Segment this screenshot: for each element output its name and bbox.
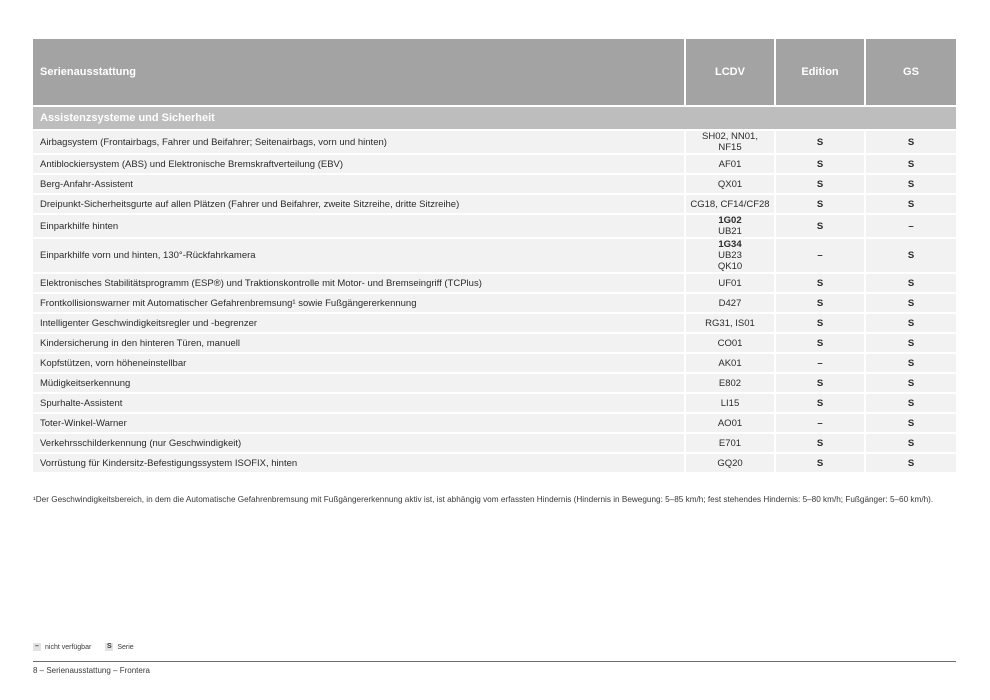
legend-not-available-symbol: – bbox=[33, 643, 41, 651]
legend-not-available-label: nicht verfügbar bbox=[45, 643, 92, 651]
lcdv-code-cell bbox=[686, 392, 776, 412]
legend-standard-label: Serie bbox=[117, 643, 134, 651]
gs-availability: S bbox=[866, 312, 956, 332]
equipment-name: Kindersicherung in den hinteren Türen, manuell bbox=[33, 332, 686, 352]
table-row bbox=[33, 312, 956, 332]
edition-availability: S bbox=[776, 332, 866, 352]
equipment-name: Toter-Winkel-Warner bbox=[33, 412, 686, 432]
gs-availability: S bbox=[866, 153, 956, 173]
gs-availability: S bbox=[866, 372, 956, 392]
lcdv-code: E802 bbox=[718, 377, 742, 389]
lcdv-code: UB23 bbox=[718, 250, 742, 261]
lcdv-code: 1G02 bbox=[718, 215, 742, 226]
lcdv-code-cell bbox=[686, 452, 776, 472]
edition-availability: S bbox=[776, 292, 866, 312]
gs-availability: S bbox=[866, 193, 956, 213]
section-title: Assistenzsysteme und Sicherheit bbox=[33, 105, 956, 129]
lcdv-code: AF01 bbox=[718, 158, 742, 170]
edition-availability: S bbox=[776, 272, 866, 292]
equipment-name: Vorrüstung für Kindersitz-Befestigungssystem ISOFIX, hinten bbox=[33, 452, 686, 472]
table-header-row bbox=[33, 39, 956, 105]
gs-availability: S bbox=[866, 452, 956, 472]
equipment-name: Müdigkeitserkennung bbox=[33, 372, 686, 392]
lcdv-code-cell bbox=[686, 312, 776, 332]
equipment-page bbox=[33, 39, 956, 472]
table-row bbox=[33, 392, 956, 412]
edition-availability: S bbox=[776, 153, 866, 173]
table-row bbox=[33, 173, 956, 193]
gs-availability: S bbox=[866, 272, 956, 292]
gs-availability: S bbox=[866, 173, 956, 193]
edition-availability: S bbox=[776, 372, 866, 392]
equipment-name: Antiblockiersystem (ABS) und Elektronische Bremskraftverteilung (EBV) bbox=[33, 153, 686, 173]
equipment-name: Airbagsystem (Frontairbags, Fahrer und Beifahrer; Seitenairbags, vorn und hinten) bbox=[33, 129, 686, 153]
table-row bbox=[33, 213, 956, 237]
lcdv-code: D427 bbox=[718, 297, 742, 309]
table-row bbox=[33, 432, 956, 452]
lcdv-code: QK10 bbox=[717, 261, 743, 272]
header-gs: GS bbox=[866, 39, 956, 105]
equipment-name: Einparkhilfe vorn und hinten, 130°-Rückfahrkamera bbox=[33, 237, 686, 272]
table-row bbox=[33, 372, 956, 392]
equipment-name: Dreipunkt-Sicherheitsgurte auf allen Plätzen (Fahrer und Beifahrer, zweite Sitzreihe, dritte Sitzreihe) bbox=[33, 193, 686, 213]
header-edition: Edition bbox=[776, 39, 866, 105]
gs-availability: S bbox=[866, 432, 956, 452]
lcdv-code: UF01 bbox=[718, 277, 742, 289]
table-row bbox=[33, 129, 956, 153]
edition-availability: S bbox=[776, 213, 866, 237]
lcdv-code-cell bbox=[686, 237, 776, 272]
edition-availability: – bbox=[776, 412, 866, 432]
equipment-name: Intelligenter Geschwindigkeitsregler und -begrenzer bbox=[33, 312, 686, 332]
equipment-name: Spurhalte-Assistent bbox=[33, 392, 686, 412]
table-row bbox=[33, 332, 956, 352]
footer-divider bbox=[33, 661, 956, 662]
edition-availability: S bbox=[776, 129, 866, 153]
equipment-name: Verkehrsschilderkennung (nur Geschwindigkeit) bbox=[33, 432, 686, 452]
lcdv-code: UB21 bbox=[718, 226, 742, 237]
lcdv-code-cell bbox=[686, 193, 776, 213]
equipment-name: Elektronisches Stabilitätsprogramm (ESP®) und Traktionskontrolle mit Motor- und Bremseingriff (TCPlus) bbox=[33, 272, 686, 292]
table-row bbox=[33, 352, 956, 372]
gs-availability: S bbox=[866, 237, 956, 272]
edition-availability: S bbox=[776, 173, 866, 193]
section-row bbox=[33, 105, 956, 129]
gs-availability: S bbox=[866, 392, 956, 412]
table-body bbox=[33, 105, 956, 472]
gs-availability: S bbox=[866, 412, 956, 432]
table-row bbox=[33, 272, 956, 292]
lcdv-code: AO01 bbox=[717, 417, 743, 429]
lcdv-code: GQ20 bbox=[717, 457, 743, 469]
lcdv-code: LI15 bbox=[720, 397, 740, 409]
lcdv-code: QX01 bbox=[717, 178, 743, 190]
lcdv-code-cell bbox=[686, 292, 776, 312]
equipment-name: Frontkollisionswarner mit Automatischer Gefahrenbremsung¹ sowie Fußgängererkennung bbox=[33, 292, 686, 312]
edition-availability: S bbox=[776, 312, 866, 332]
lcdv-code: NF15 bbox=[718, 142, 742, 153]
legend-standard-symbol: S bbox=[106, 643, 112, 650]
equipment-table bbox=[33, 39, 956, 472]
lcdv-code: 1G34 bbox=[718, 239, 742, 250]
lcdv-code-cell bbox=[686, 173, 776, 193]
lcdv-code: RG31, IS01 bbox=[705, 317, 755, 329]
lcdv-code: CO01 bbox=[717, 337, 743, 349]
table-row bbox=[33, 292, 956, 312]
lcdv-code: CG18, CF14/CF28 bbox=[690, 198, 770, 210]
lcdv-code-cell bbox=[686, 129, 776, 153]
lcdv-code-cell bbox=[686, 332, 776, 352]
equipment-name: Kopfstützen, vorn höheneinstellbar bbox=[33, 352, 686, 372]
footnote: ¹Der Geschwindigkeitsbereich, in dem die Automatische Gefahrenbremsung mit Fußgängererkennung aktiv ist, ist abhängig vom erfassten Hindernis (Hindernis in Bewegung: 5–85 km/h; fest stehendes Hindernis: 5–80 km/h; Fußgänger: 5–60 km/h). bbox=[33, 495, 934, 504]
page-footer: 8 – Serienausstattung – Frontera bbox=[33, 666, 150, 675]
lcdv-code-cell bbox=[686, 372, 776, 392]
lcdv-code-cell bbox=[686, 412, 776, 432]
edition-availability: S bbox=[776, 452, 866, 472]
edition-availability: – bbox=[776, 352, 866, 372]
gs-availability: S bbox=[866, 352, 956, 372]
lcdv-code-cell bbox=[686, 432, 776, 452]
gs-availability: – bbox=[866, 213, 956, 237]
lcdv-code: SH02, NN01, bbox=[702, 131, 758, 142]
table-row bbox=[33, 452, 956, 472]
gs-availability: S bbox=[866, 129, 956, 153]
gs-availability: S bbox=[866, 332, 956, 352]
header-lcdv: LCDV bbox=[686, 39, 776, 105]
edition-availability: S bbox=[776, 392, 866, 412]
legend bbox=[33, 643, 134, 651]
lcdv-code-cell bbox=[686, 272, 776, 292]
edition-availability: S bbox=[776, 432, 866, 452]
lcdv-code-cell bbox=[686, 153, 776, 173]
lcdv-code-cell bbox=[686, 352, 776, 372]
lcdv-code: E701 bbox=[718, 437, 742, 449]
table-row bbox=[33, 237, 956, 272]
table-row bbox=[33, 193, 956, 213]
lcdv-code-cell bbox=[686, 213, 776, 237]
header-equipment: Serienausstattung bbox=[33, 39, 686, 105]
table-row bbox=[33, 412, 956, 432]
edition-availability: – bbox=[776, 237, 866, 272]
edition-availability: S bbox=[776, 193, 866, 213]
equipment-name: Berg-Anfahr-Assistent bbox=[33, 173, 686, 193]
table-row bbox=[33, 153, 956, 173]
gs-availability: S bbox=[866, 292, 956, 312]
lcdv-code: AK01 bbox=[718, 357, 742, 369]
equipment-name: Einparkhilfe hinten bbox=[33, 213, 686, 237]
